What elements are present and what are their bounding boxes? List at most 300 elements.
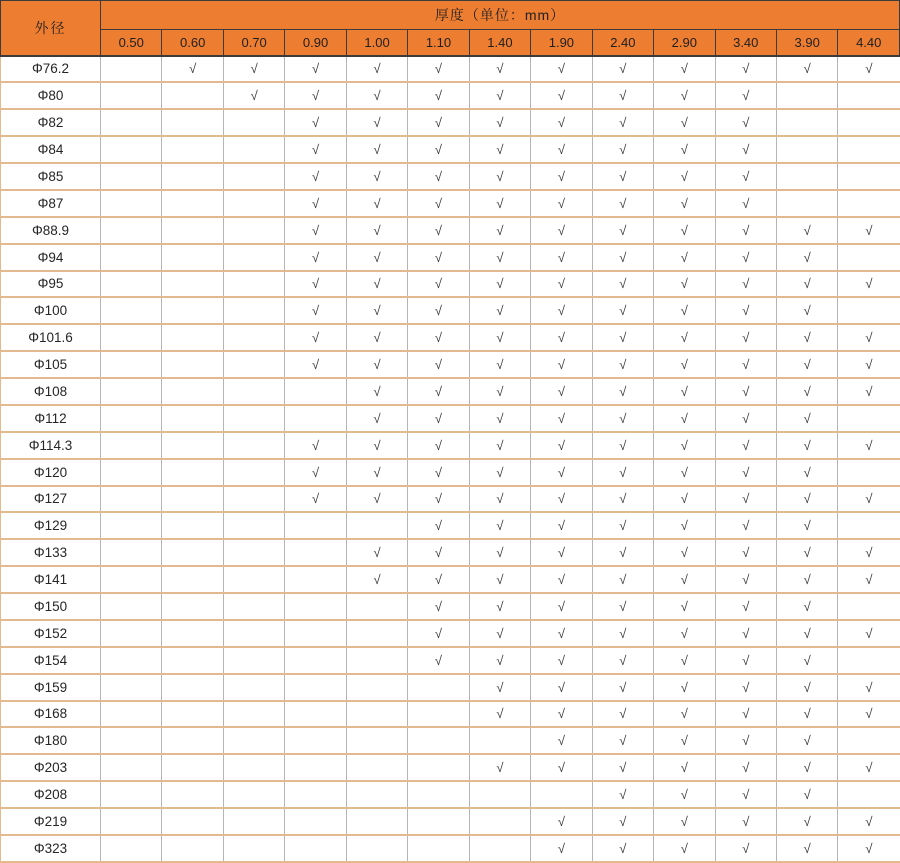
check-cell: √ xyxy=(408,620,469,647)
empty-cell xyxy=(838,244,900,271)
diameter-cell: Φ94 xyxy=(1,244,101,271)
empty-cell xyxy=(223,512,284,539)
check-cell: √ xyxy=(408,136,469,163)
check-cell: √ xyxy=(346,82,407,109)
check-cell: √ xyxy=(531,297,592,324)
check-cell: √ xyxy=(715,82,776,109)
diameter-cell: Φ150 xyxy=(1,593,101,620)
check-cell: √ xyxy=(469,539,530,566)
check-cell: √ xyxy=(469,163,530,190)
empty-cell xyxy=(162,512,223,539)
group-header-row xyxy=(1,1,900,30)
check-cell: √ xyxy=(408,324,469,351)
diameter-cell: Φ114.3 xyxy=(1,432,101,459)
empty-cell xyxy=(838,136,900,163)
check-cell: √ xyxy=(469,432,530,459)
thickness-col-header: 0.90 xyxy=(285,30,346,56)
check-cell: √ xyxy=(285,297,346,324)
check-cell: √ xyxy=(469,297,530,324)
check-cell: √ xyxy=(838,432,900,459)
check-cell: √ xyxy=(285,56,346,83)
empty-cell xyxy=(101,217,162,244)
check-cell: √ xyxy=(654,781,715,808)
check-cell: √ xyxy=(715,56,776,83)
diameter-cell: Φ129 xyxy=(1,512,101,539)
empty-cell xyxy=(838,593,900,620)
check-cell: √ xyxy=(162,56,223,83)
empty-cell xyxy=(776,136,837,163)
check-cell: √ xyxy=(654,324,715,351)
empty-cell xyxy=(223,754,284,781)
check-cell: √ xyxy=(531,754,592,781)
table-row xyxy=(1,244,900,271)
check-cell: √ xyxy=(408,647,469,674)
thickness-col-header: 1.10 xyxy=(408,30,469,56)
check-cell: √ xyxy=(654,808,715,835)
empty-cell xyxy=(285,512,346,539)
check-cell: √ xyxy=(531,405,592,432)
empty-cell xyxy=(101,486,162,513)
check-cell: √ xyxy=(715,512,776,539)
thickness-col-header: 0.70 xyxy=(223,30,284,56)
diameter-cell: Φ82 xyxy=(1,109,101,136)
check-cell: √ xyxy=(776,271,837,298)
empty-cell xyxy=(223,781,284,808)
check-cell: √ xyxy=(592,620,653,647)
check-cell: √ xyxy=(408,351,469,378)
check-cell: √ xyxy=(346,56,407,83)
check-cell: √ xyxy=(654,620,715,647)
table-row xyxy=(1,82,900,109)
check-cell: √ xyxy=(654,674,715,701)
empty-cell xyxy=(223,271,284,298)
table-row xyxy=(1,190,900,217)
check-cell: √ xyxy=(531,459,592,486)
check-cell: √ xyxy=(592,324,653,351)
check-cell: √ xyxy=(346,271,407,298)
empty-cell xyxy=(101,297,162,324)
empty-cell xyxy=(101,190,162,217)
empty-cell xyxy=(469,835,530,862)
empty-cell xyxy=(101,593,162,620)
empty-cell xyxy=(101,512,162,539)
table-row xyxy=(1,486,900,513)
check-cell: √ xyxy=(715,217,776,244)
check-cell: √ xyxy=(654,297,715,324)
check-cell: √ xyxy=(346,109,407,136)
empty-cell xyxy=(408,754,469,781)
empty-cell xyxy=(223,459,284,486)
diameter-cell: Φ101.6 xyxy=(1,324,101,351)
check-cell: √ xyxy=(469,217,530,244)
check-cell: √ xyxy=(654,351,715,378)
thickness-col-header: 4.40 xyxy=(838,30,900,56)
check-cell: √ xyxy=(346,539,407,566)
check-cell: √ xyxy=(469,674,530,701)
check-cell: √ xyxy=(469,378,530,405)
diameter-cell: Φ152 xyxy=(1,620,101,647)
empty-cell xyxy=(162,324,223,351)
empty-cell xyxy=(776,190,837,217)
check-cell: √ xyxy=(408,486,469,513)
check-cell: √ xyxy=(592,109,653,136)
empty-cell xyxy=(346,620,407,647)
empty-cell xyxy=(162,701,223,728)
empty-cell xyxy=(408,835,469,862)
check-cell: √ xyxy=(531,486,592,513)
check-cell: √ xyxy=(408,56,469,83)
check-cell: √ xyxy=(408,459,469,486)
check-cell: √ xyxy=(531,217,592,244)
table-row xyxy=(1,727,900,754)
check-cell: √ xyxy=(469,512,530,539)
check-cell: √ xyxy=(531,701,592,728)
check-cell: √ xyxy=(654,539,715,566)
diameter-cell: Φ127 xyxy=(1,486,101,513)
thickness-col-header: 2.40 xyxy=(592,30,653,56)
check-cell: √ xyxy=(469,593,530,620)
empty-cell xyxy=(838,459,900,486)
check-cell: √ xyxy=(838,324,900,351)
check-cell: √ xyxy=(592,647,653,674)
check-cell: √ xyxy=(715,163,776,190)
empty-cell xyxy=(346,727,407,754)
empty-cell xyxy=(838,297,900,324)
table-row xyxy=(1,271,900,298)
table-row xyxy=(1,647,900,674)
check-cell: √ xyxy=(469,459,530,486)
empty-cell xyxy=(346,808,407,835)
empty-cell xyxy=(223,835,284,862)
check-cell: √ xyxy=(654,405,715,432)
check-cell: √ xyxy=(408,566,469,593)
empty-cell xyxy=(346,593,407,620)
check-cell: √ xyxy=(531,244,592,271)
empty-cell xyxy=(346,674,407,701)
check-cell: √ xyxy=(223,82,284,109)
table-row xyxy=(1,512,900,539)
empty-cell xyxy=(223,244,284,271)
check-cell: √ xyxy=(654,82,715,109)
check-cell: √ xyxy=(592,405,653,432)
check-cell: √ xyxy=(531,674,592,701)
empty-cell xyxy=(101,566,162,593)
check-cell: √ xyxy=(592,459,653,486)
check-cell: √ xyxy=(531,136,592,163)
diameter-cell: Φ105 xyxy=(1,351,101,378)
diameter-cell: Φ80 xyxy=(1,82,101,109)
check-cell: √ xyxy=(715,647,776,674)
empty-cell xyxy=(162,378,223,405)
check-cell: √ xyxy=(592,674,653,701)
empty-cell xyxy=(162,727,223,754)
check-cell: √ xyxy=(715,539,776,566)
empty-cell xyxy=(223,217,284,244)
thickness-col-header: 1.90 xyxy=(531,30,592,56)
check-cell: √ xyxy=(776,754,837,781)
check-cell: √ xyxy=(776,539,837,566)
check-cell: √ xyxy=(715,405,776,432)
diameter-cell: Φ133 xyxy=(1,539,101,566)
check-cell: √ xyxy=(592,754,653,781)
empty-cell xyxy=(162,351,223,378)
check-cell: √ xyxy=(346,459,407,486)
thickness-col-header: 1.40 xyxy=(469,30,530,56)
empty-cell xyxy=(408,781,469,808)
empty-cell xyxy=(223,727,284,754)
check-cell: √ xyxy=(592,808,653,835)
check-cell: √ xyxy=(346,217,407,244)
check-cell: √ xyxy=(715,620,776,647)
check-cell: √ xyxy=(838,754,900,781)
check-cell: √ xyxy=(285,486,346,513)
table-row xyxy=(1,593,900,620)
check-cell: √ xyxy=(654,56,715,83)
empty-cell xyxy=(101,647,162,674)
check-cell: √ xyxy=(592,271,653,298)
table-row xyxy=(1,324,900,351)
check-cell: √ xyxy=(776,647,837,674)
check-cell: √ xyxy=(592,297,653,324)
empty-cell xyxy=(162,190,223,217)
empty-cell xyxy=(776,109,837,136)
check-cell: √ xyxy=(838,539,900,566)
check-cell: √ xyxy=(776,781,837,808)
check-cell: √ xyxy=(715,486,776,513)
empty-cell xyxy=(101,244,162,271)
check-cell: √ xyxy=(592,163,653,190)
check-cell: √ xyxy=(715,351,776,378)
check-cell: √ xyxy=(715,378,776,405)
diameter-cell: Φ219 xyxy=(1,808,101,835)
empty-cell xyxy=(162,109,223,136)
check-cell: √ xyxy=(654,163,715,190)
check-cell: √ xyxy=(654,217,715,244)
check-cell: √ xyxy=(346,244,407,271)
thickness-col-header: 1.00 xyxy=(346,30,407,56)
table-row xyxy=(1,539,900,566)
empty-cell xyxy=(285,781,346,808)
empty-cell xyxy=(285,378,346,405)
empty-cell xyxy=(162,136,223,163)
empty-cell xyxy=(101,405,162,432)
empty-cell xyxy=(101,432,162,459)
check-cell: √ xyxy=(469,566,530,593)
empty-cell xyxy=(838,190,900,217)
check-cell: √ xyxy=(715,297,776,324)
check-cell: √ xyxy=(776,324,837,351)
empty-cell xyxy=(285,674,346,701)
check-cell: √ xyxy=(654,432,715,459)
check-cell: √ xyxy=(776,56,837,83)
empty-cell xyxy=(223,647,284,674)
check-cell: √ xyxy=(715,190,776,217)
check-cell: √ xyxy=(469,701,530,728)
empty-cell xyxy=(101,109,162,136)
check-cell: √ xyxy=(469,351,530,378)
table-row xyxy=(1,754,900,781)
check-cell: √ xyxy=(469,405,530,432)
empty-cell xyxy=(223,190,284,217)
check-cell: √ xyxy=(592,432,653,459)
table-row xyxy=(1,808,900,835)
check-cell: √ xyxy=(469,136,530,163)
empty-cell xyxy=(838,727,900,754)
check-cell: √ xyxy=(408,297,469,324)
empty-cell xyxy=(223,539,284,566)
check-cell: √ xyxy=(776,701,837,728)
check-cell: √ xyxy=(469,109,530,136)
diameter-cell: Φ208 xyxy=(1,781,101,808)
empty-cell xyxy=(838,109,900,136)
check-cell: √ xyxy=(654,136,715,163)
empty-cell xyxy=(838,781,900,808)
check-cell: √ xyxy=(654,109,715,136)
check-cell: √ xyxy=(776,244,837,271)
empty-cell xyxy=(776,163,837,190)
empty-cell xyxy=(162,647,223,674)
check-cell: √ xyxy=(654,271,715,298)
empty-cell xyxy=(285,808,346,835)
check-cell: √ xyxy=(715,781,776,808)
empty-cell xyxy=(162,539,223,566)
check-cell: √ xyxy=(408,378,469,405)
check-cell: √ xyxy=(838,217,900,244)
thickness-col-header: 3.40 xyxy=(715,30,776,56)
check-cell: √ xyxy=(346,405,407,432)
empty-cell xyxy=(101,351,162,378)
diameter-cell: Φ85 xyxy=(1,163,101,190)
empty-cell xyxy=(285,835,346,862)
empty-cell xyxy=(285,593,346,620)
empty-cell xyxy=(346,512,407,539)
check-cell: √ xyxy=(715,593,776,620)
check-cell: √ xyxy=(469,271,530,298)
empty-cell xyxy=(162,593,223,620)
empty-cell xyxy=(101,163,162,190)
check-cell: √ xyxy=(285,217,346,244)
empty-cell xyxy=(223,808,284,835)
check-cell: √ xyxy=(408,217,469,244)
empty-cell xyxy=(469,781,530,808)
check-cell: √ xyxy=(285,244,346,271)
empty-cell xyxy=(531,781,592,808)
empty-cell xyxy=(101,727,162,754)
check-cell: √ xyxy=(715,727,776,754)
check-cell: √ xyxy=(715,244,776,271)
empty-cell xyxy=(101,271,162,298)
empty-cell xyxy=(285,405,346,432)
check-cell: √ xyxy=(408,593,469,620)
diameter-cell: Φ180 xyxy=(1,727,101,754)
empty-cell xyxy=(162,82,223,109)
check-cell: √ xyxy=(285,459,346,486)
check-cell: √ xyxy=(592,244,653,271)
empty-cell xyxy=(223,109,284,136)
table-row xyxy=(1,405,900,432)
empty-cell xyxy=(162,566,223,593)
check-cell: √ xyxy=(654,459,715,486)
empty-cell xyxy=(408,808,469,835)
check-cell: √ xyxy=(285,163,346,190)
diameter-cell: Φ76.2 xyxy=(1,56,101,83)
check-cell: √ xyxy=(469,620,530,647)
empty-cell xyxy=(162,781,223,808)
table-row xyxy=(1,459,900,486)
table-row xyxy=(1,378,900,405)
check-cell: √ xyxy=(285,351,346,378)
check-cell: √ xyxy=(592,701,653,728)
empty-cell xyxy=(223,566,284,593)
check-cell: √ xyxy=(654,647,715,674)
check-cell: √ xyxy=(346,432,407,459)
diameter-cell: Φ100 xyxy=(1,297,101,324)
check-cell: √ xyxy=(776,351,837,378)
check-cell: √ xyxy=(592,82,653,109)
check-cell: √ xyxy=(531,647,592,674)
check-cell: √ xyxy=(408,82,469,109)
check-cell: √ xyxy=(776,405,837,432)
empty-cell xyxy=(223,674,284,701)
check-cell: √ xyxy=(531,512,592,539)
empty-cell xyxy=(101,674,162,701)
empty-cell xyxy=(101,459,162,486)
check-cell: √ xyxy=(654,701,715,728)
check-cell: √ xyxy=(592,512,653,539)
thickness-unit-header: 厚度（单位：mm） xyxy=(101,1,900,30)
check-cell: √ xyxy=(715,808,776,835)
empty-cell xyxy=(408,701,469,728)
check-cell: √ xyxy=(223,56,284,83)
table-row xyxy=(1,620,900,647)
empty-cell xyxy=(101,835,162,862)
empty-cell xyxy=(285,701,346,728)
check-cell: √ xyxy=(408,244,469,271)
check-cell: √ xyxy=(715,566,776,593)
empty-cell xyxy=(223,378,284,405)
outer-diameter-header: 外径 xyxy=(1,1,101,56)
empty-cell xyxy=(838,647,900,674)
check-cell: √ xyxy=(408,271,469,298)
thickness-values-row xyxy=(1,30,900,56)
empty-cell xyxy=(101,539,162,566)
empty-cell xyxy=(838,82,900,109)
check-cell: √ xyxy=(592,190,653,217)
check-cell: √ xyxy=(838,378,900,405)
check-cell: √ xyxy=(776,566,837,593)
check-cell: √ xyxy=(654,378,715,405)
check-cell: √ xyxy=(531,566,592,593)
empty-cell xyxy=(223,486,284,513)
check-cell: √ xyxy=(776,727,837,754)
thickness-col-header: 2.90 xyxy=(654,30,715,56)
check-cell: √ xyxy=(838,620,900,647)
diameter-cell: Φ159 xyxy=(1,674,101,701)
check-cell: √ xyxy=(469,82,530,109)
empty-cell xyxy=(346,754,407,781)
empty-cell xyxy=(101,701,162,728)
diameter-cell: Φ88.9 xyxy=(1,217,101,244)
check-cell: √ xyxy=(531,808,592,835)
check-cell: √ xyxy=(838,271,900,298)
check-cell: √ xyxy=(469,647,530,674)
check-cell: √ xyxy=(776,297,837,324)
empty-cell xyxy=(408,727,469,754)
empty-cell xyxy=(162,217,223,244)
empty-cell xyxy=(838,512,900,539)
empty-cell xyxy=(285,566,346,593)
check-cell: √ xyxy=(838,674,900,701)
